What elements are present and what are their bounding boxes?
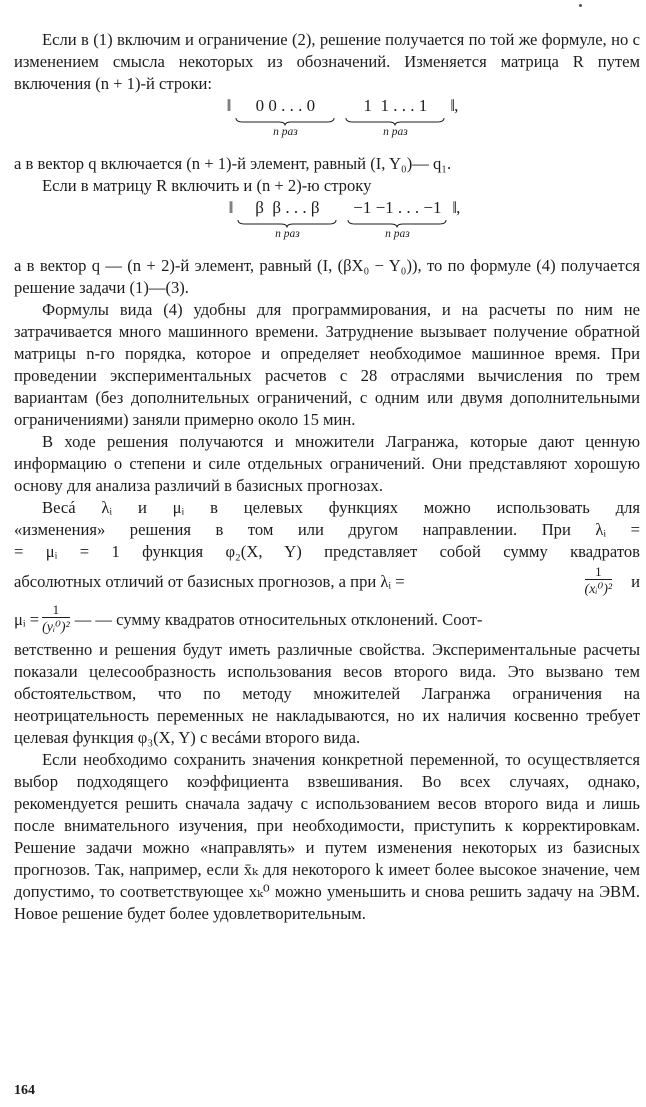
repeat-count-label: n раз [275,228,300,240]
paragraph-6-line-2: «изменения» решения в том или другом направлении. При λᵢ = [14,520,640,539]
overbrace-group-zeros [235,95,335,138]
weight-fraction-y [42,603,70,638]
repeat-count-label: n раз [273,126,298,138]
ones-sequence: 1 1 . . . 1 [363,96,428,115]
fraction-denominator: (xᵢ⁰)² [584,581,613,597]
norm-open: ‖ [226,96,231,115]
paragraph-3: а в вектор q — (n + 2)-й элемент, равный (I, (βX₀ − Y₀)), то по формуле (4) получается решение задачи (1)—(3). [14,256,640,297]
underbrace-icon [237,219,337,228]
overbrace-group-betas [237,197,337,240]
fraction-denominator: (yᵢ⁰)² [42,619,70,635]
text-column [14,29,640,925]
paragraph-6-line-5 [14,601,640,639]
paragraph-5: В ходе решения получаются и множители Лагранжа, которые дают ценную информацию о степени и силе отдельных ограничений. Они представляют хорошую основу для анализа различий в базисных прогнозах. [14,432,640,495]
line-4-tail [582,565,640,600]
line-5-text-after: — — сумму квадратов относительных отклонений. Соот- [74,610,483,629]
line-4-text-after: и [631,572,640,591]
norm-close: ‖, [450,96,458,115]
fraction-numerator: 1 [595,563,602,579]
paragraph-6-line-1: Весá λᵢ и μᵢ в целевых функциях можно использовать для [42,498,640,517]
underbrace-icon [347,219,447,228]
formula-row-vector-2 [48,197,640,255]
norm-open: ‖ [228,198,233,217]
paragraph-2b: Если в матрицу R включить и (n + 2)-ю строку [42,176,372,195]
line-4-text-before: абсолютных отличий от базисных прогнозов, а при λᵢ = [14,572,405,591]
paragraph-6-line-3: = μᵢ = 1 функция φ₂(X, Y) представляет собой сумму квадратов [14,542,640,561]
paragraph-6-rest: ветственно и решения будут иметь различные свойства. Экспериментальные расчеты показали целесообразность использования весов второго вида. Это вызвано тем обстоятельством, что по методу множителей Лагранжа ограничения на неотрицательность переменных не накладываются, но их наличия косвенно требует целевая функция φ₃(X, Y) с весáми второго вида. [14,640,640,747]
overbrace-group-ones [345,95,445,138]
overbrace-group-minus-ones [347,197,447,240]
paragraph-2a: а в вектор q включается (n + 1)-й элемент, равный (I, Y₀)— q₁. [14,154,452,173]
fraction-numerator: 1 [52,601,60,617]
norm-close: ‖, [452,198,460,217]
repeat-count-label: n раз [385,228,410,240]
paragraph-4: Формулы вида (4) удобны для программирования, и на расчеты по ним не затрачивается много машинного времени. Затруднение вызывает получение обратной матрицы n-го порядка, которое и определяет необходимое машинное время. При проведении экспериментальных расчетов с 28 отраслями вычисления по трем вариантам (без дополнительных ограничений, с одним или двумя дополнительными ограничениями) заняли примерно около 15 мин. [14,300,640,429]
page-number: 164 [14,1083,35,1098]
speck-mark [579,4,582,7]
paragraph-6 [14,497,640,749]
formula-row-vector-1 [44,95,640,153]
underbrace-icon [235,117,335,126]
underbrace-icon [345,117,445,126]
line-5-text-before: μᵢ = [14,610,40,629]
paragraph-1: Если в (1) включим и ограничение (2), решение получается по той же формуле, но с изменением смысла некоторых из обозначений. Изменяется матрица R путем включения (n + 1)-й строки: [14,30,640,93]
repeat-count-label: n раз [383,126,408,138]
paragraph-7: Если необходимо сохранить значения конкретной переменной, то осуществляется выбор подходящего коэффициента взвешивания. Во всех случаях, однако, рекомендуется решить сначала задачу с использованием весов второго вида и лишь после внимательного изучения, при необходимости, приступить к корректировкам. Решение задачи можно «направлять» и путем изменения некоторых из базисных прогнозов. Так, например, если x̄ₖ для некоторого k имеет более высокое значение, чем допустимо, то соответствующее xₖ⁰ можно уменьшить и снова решить задачу на ЭВМ. Новое решение будет более удовлетворительным. [14,750,640,923]
beta-sequence: β β . . . β [255,198,320,217]
paragraph-6-line-4 [14,563,640,601]
minus-ones-sequence: −1 −1 . . . −1 [353,198,442,217]
zeros-sequence: 0 0 . . . 0 [255,96,316,115]
weight-fraction-x [585,565,613,600]
